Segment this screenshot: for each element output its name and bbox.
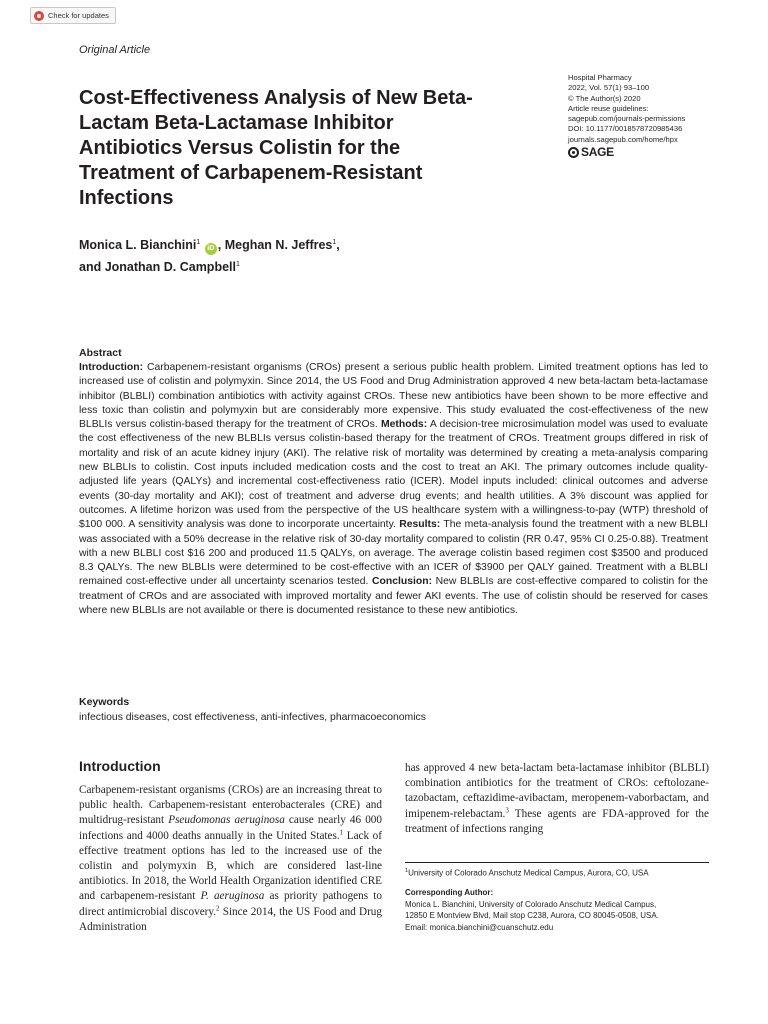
intro-italic-2: P. aeruginosa (200, 890, 265, 903)
check-for-updates-badge[interactable] (30, 7, 116, 24)
abstract-intro-text: Carbapenem-resistant organisms (CROs) present a serious public health problem. Limited treatment options has led to increased use of colistin and polymyxin. Since 2014, the US Food and Drug Administration approved 4 new beta-lactam beta-lactamase inhibitor (BLBLI) combination antibiotics with activity against CROs. These new antibiotics have been shown to be more effective and less toxic than colistin and polymyxin but are considerably more expensive. This study evaluated the cost-effectiveness of the new BLBLIs versus colistin-based therapy for the treatment of CROs. (79, 362, 708, 431)
citation-1[interactable]: 1 (339, 827, 344, 836)
copyright: © The Author(s) 2020 (568, 93, 641, 103)
section-label: Original Article (79, 44, 151, 56)
introduction-heading: Introduction (79, 758, 161, 774)
journal-meta (568, 73, 738, 158)
abstract-methods-text: A decision-tree microsimulation model was used to evaluate the cost effectiveness of the new BLBLIs versus colistin-based therapy for the treatment of CROs. Treatment groups differed in risk of mortality and risk of an acute kidney injury (AKI). The relative risk of mortality was determined by creating a meta-analysis comparing new BLBLIs to colistin. Cost inputs included medication costs and the cost to treat an AKI. The primary outcomes include quality-adjusted life years (QALYs) and incremental cost-effectiveness ratio (ICER). Model inputs included: clinical outcomes and adverse events (30-day mortality and AKI); cost of treatment and adverse drug events; and health utilities. A 3% discount was applied for outcomes. A lifetime horizon was used from the perspective of the US healthcare system with a willingness-to-pay (WTP) threshold of $100 000. A sensitivity analysis was done to incorporate uncertainty. (79, 419, 708, 531)
author-3: Jonathan D. Campbell (104, 260, 236, 275)
abstract-heading: Abstract (79, 347, 122, 359)
update-icon (34, 11, 44, 21)
abstract-intro-label: Introduction: (79, 362, 144, 373)
author-sep-1: , (217, 238, 225, 253)
intro-text-3: Lack of effective treatment options has led to the increased use of the colistin and polymyxin B, which are considered last-line antibiotics. In 2018, the World Health Organization identified CRE and carbapenem-resistant (79, 829, 382, 903)
footnote-divider (405, 862, 709, 863)
sage-logo-icon (568, 147, 579, 158)
intro-text-6: has approved 4 new beta-lactam beta-lactamase inhibitor (BLBLI) combination antibiotics for the treatment of CROs: ceftolozane-tazobactam, ceftazidime-avibactam, meropenem-vaborbactam, and imipenem-relebactam. (405, 762, 709, 820)
orcid-icon[interactable]: iD (205, 243, 217, 255)
journal-home-link[interactable]: journals.sagepub.com/home/hpx (568, 134, 678, 144)
intro-text-7: These agents are FDA-approved for the treatment of infections ranging (405, 807, 709, 835)
doi-link[interactable]: DOI: 10.1177/0018578720985436 (568, 124, 683, 134)
affiliation-marker: 1 (405, 868, 409, 874)
reuse-label: Article reuse guidelines: (568, 103, 649, 113)
introduction-column-2 (405, 761, 709, 837)
abstract-methods-label: Methods: (380, 419, 428, 431)
citation-2[interactable]: 2 (216, 903, 220, 912)
introduction-column-1 (79, 783, 382, 935)
abstract-results-label: Results: (399, 519, 441, 531)
citation-3[interactable]: 3 (505, 805, 509, 814)
author-1: Monica L. Bianchini (79, 238, 197, 253)
publisher-name: SAGE (581, 145, 614, 160)
intro-text-5: Since 2014, the US Food and Drug Administration (79, 905, 382, 933)
abstract-conclusion-label: Conclusion: (372, 576, 433, 588)
corresponding-line-1: Monica L. Bianchini, University of Colorado Anschutz Medical Campus, (405, 899, 657, 909)
journal-name: Hospital Pharmacy (568, 73, 632, 82)
affiliation-footnote (405, 866, 709, 879)
abstract-body (79, 361, 708, 618)
corresponding-line-2: 12850 E Montview Blvd, Mail stop C238, Aurora, CO 80045-0508, USA. (405, 911, 659, 921)
keywords-heading: Keywords (79, 696, 130, 708)
corresponding-email[interactable]: Email: monica.bianchini@cuanschutz.edu (405, 923, 554, 933)
author-1-affil: 1 (196, 239, 201, 246)
article-title: Cost-Effectiveness Analysis of New Beta-Lactam Beta-Lactamase Inhibitor Antibiotics Versus Colistin for the Treatment of Carbapenem-Resistant Infections (79, 87, 473, 209)
author-and: and (79, 260, 105, 275)
corresponding-author (405, 887, 709, 934)
intro-text-1: Carbapenem-resistant organisms (CROs) are an increasing threat to public health. Carbapenem-resistant enterobacterales (CRE) and multidrug-resistant (79, 784, 382, 827)
author-list (79, 233, 499, 277)
author-sep-2: , (336, 238, 340, 253)
affiliation-text: University of Colorado Anschutz Medical Campus, Aurora, CO, USA (408, 868, 649, 878)
reuse-link[interactable]: sagepub.com/journals-permissions (568, 114, 686, 124)
journal-volume: 2022, Vol. 57(1) 93–100 (568, 83, 650, 93)
intro-text-4: as priority pathogens to direct antimicrobial discovery. (79, 890, 382, 918)
keywords-list: infectious diseases, cost effectiveness, anti-infectives, pharmacoeconomics (79, 712, 426, 723)
abstract-conclusion-text: New BLBLIs are cost-effective compared to colistin for the treatment of CROs and are associated with improved mortality and fewer AKI events. The use of colistin should be reserved for cases where new BLBLIs are not available or there is documented resistance to these new antibiotics. (79, 576, 708, 617)
corresponding-label: Corresponding Author: (405, 888, 494, 897)
intro-text-2: cause nearly 46 000 infections and 4000 deaths annually in the United States. (79, 814, 382, 842)
author-2: Meghan N. Jeffres (224, 238, 333, 253)
author-3-affil: 1 (235, 261, 240, 269)
abstract-results-text: The meta-analysis found the treatment with a new BLBLI was associated with a 50% decrease in the relative risk of 30-day mortality compared to colistin (RR 0.47, 95% CI 0.25-0.88). Treatment with a new BLBLI cost $16 200 and produced 11.5 QALYs, on average. The average colistin based regimen cost $3500 and produced 8.3 QALYs. The new BLBLIs were determined to be cost-effective with an ICER of $3900 per QALY gained. Treatment with a BLBLI remained cost-effective under all uncertainty scenarios tested. (79, 519, 708, 588)
publisher-logo (568, 147, 738, 158)
check-for-updates-label: Check for updates (48, 11, 109, 20)
intro-italic-1: Pseudomonas aeruginosa (168, 814, 285, 827)
author-2-affil: 1 (332, 239, 337, 246)
